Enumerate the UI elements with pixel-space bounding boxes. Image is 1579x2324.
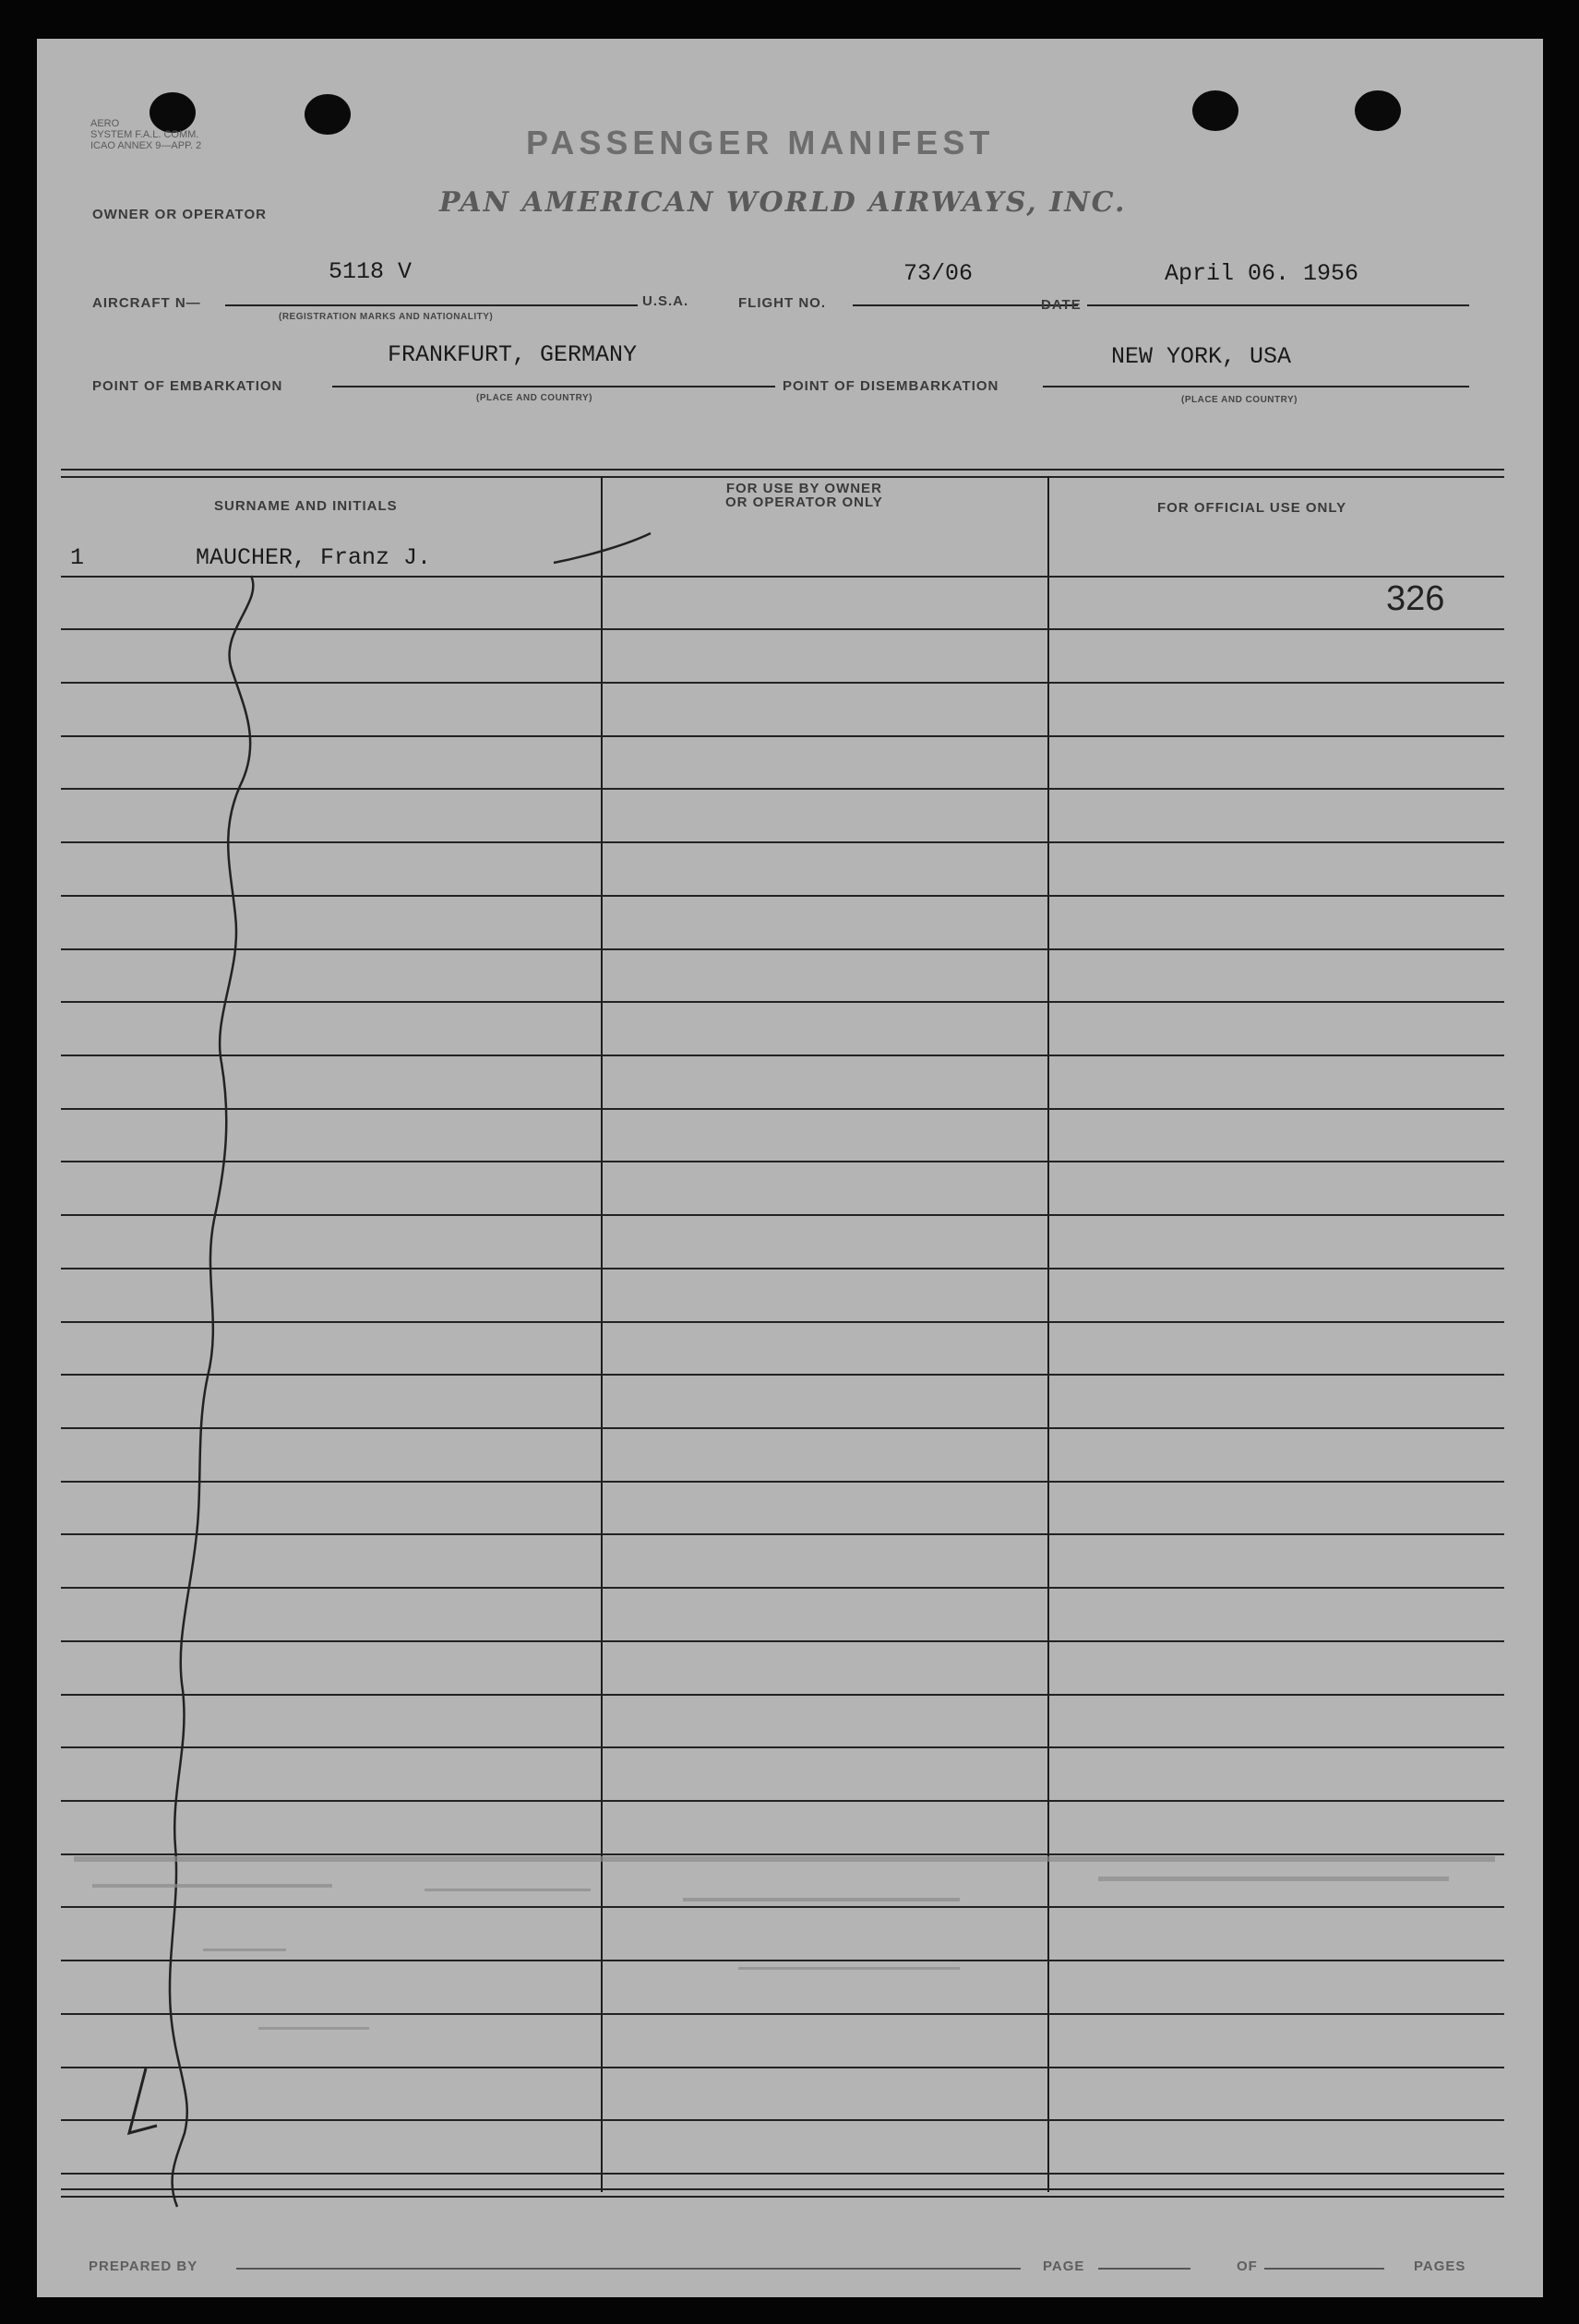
passenger-number: 1 bbox=[70, 544, 85, 571]
corner-mark-stroke bbox=[129, 2068, 157, 2133]
page-title: PASSENGER MANIFEST bbox=[526, 124, 995, 161]
passenger-name: MAUCHER, Franz J. bbox=[196, 544, 432, 571]
date-label: DATE bbox=[1041, 297, 1082, 313]
embarkation-value: FRANKFURT, GERMANY bbox=[388, 341, 638, 368]
faint-stamp-smudge bbox=[74, 1856, 1495, 2030]
embarkation-caption: (PLACE AND COUNTRY) bbox=[476, 393, 592, 403]
owner-label: OWNER OR OPERATOR bbox=[92, 207, 267, 222]
column-header-official-use: FOR OFFICIAL USE ONLY bbox=[1157, 500, 1347, 516]
of-label: OF bbox=[1237, 2258, 1258, 2274]
embarkation-label: POINT OF EMBARKATION bbox=[92, 378, 283, 394]
column-header-line: FOR USE BY OWNER bbox=[725, 481, 882, 496]
form-code-line: SYSTEM F.A.L. COMM. bbox=[90, 129, 199, 140]
owner-value: PAN AMERICAN WORLD AIRWAYS, INC. bbox=[439, 186, 1127, 219]
column-header-surname: SURNAME AND INITIALS bbox=[214, 498, 398, 514]
check-mark-stroke bbox=[554, 533, 651, 563]
registration-caption: (REGISTRATION MARKS AND NATIONALITY) bbox=[279, 312, 494, 322]
of-underline bbox=[1264, 2268, 1384, 2270]
form-code-line: ICAO ANNEX 9—APP. 2 bbox=[90, 140, 202, 151]
disembarkation-label: POINT OF DISEMBARKATION bbox=[783, 378, 999, 394]
wavy-line-stroke bbox=[170, 576, 253, 2207]
prepared-by-underline bbox=[236, 2268, 1021, 2270]
form-code-line: AERO bbox=[90, 118, 120, 129]
disembarkation-value: NEW YORK, USA bbox=[1111, 343, 1292, 370]
pages-label: PAGES bbox=[1414, 2258, 1466, 2274]
prepared-by-label: PREPARED BY bbox=[89, 2258, 198, 2274]
handwritten-marks bbox=[37, 39, 1543, 2297]
aircraft-label: AIRCRAFT N— bbox=[92, 295, 201, 311]
usa-label: U.S.A. bbox=[642, 293, 689, 309]
flight-label: FLIGHT NO. bbox=[738, 295, 826, 311]
manifest-sheet bbox=[37, 39, 1543, 2297]
page-underline bbox=[1098, 2268, 1190, 2270]
disembarkation-caption: (PLACE AND COUNTRY) bbox=[1181, 395, 1298, 405]
aircraft-value: 5118 V bbox=[329, 258, 413, 285]
page-label: PAGE bbox=[1043, 2258, 1085, 2274]
column-header-line: OR OPERATOR ONLY bbox=[725, 495, 883, 510]
flight-value: 73/06 bbox=[903, 260, 974, 287]
date-value: April 06. 1956 bbox=[1165, 260, 1359, 287]
official-number: 326 bbox=[1386, 579, 1445, 618]
